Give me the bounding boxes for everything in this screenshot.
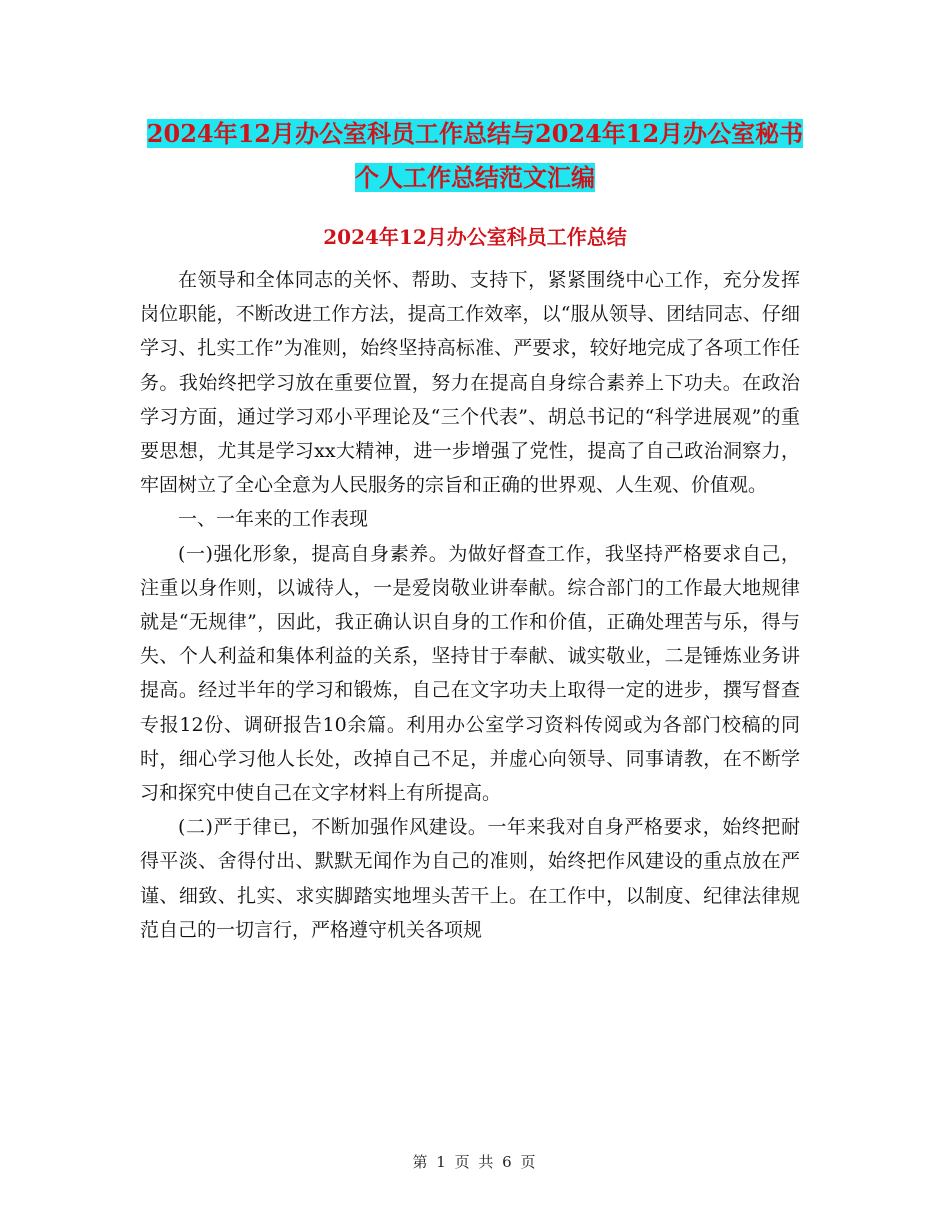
page-footer: 第 1 页 共 6 页 [412,1153,538,1171]
paragraph-intro: 在领导和全体同志的关怀、帮助、支持下，紧紧围绕中心工作，充分发挥岗位职能，不断改进工作方法，提高工作效率，以“服从领导、团结同志、仔细学习、扎实工作”为准则，始终坚持高标准、严要求，较好地完成了各项工作任务。我始终把学习放在重要位置，努力在提高自身综合素养上下功夫。在政治学习方面，通过学习邓小平理论及“三个代表”、胡总书记的“科学进展观”的重要思想，尤其是学习xx大精神，进一步增强了党性，提高了自己政治洞察力，牢固树立了全心全意为人民服务的宗旨和正确的世界观、人生观、价值观。 [140,269,800,497]
paragraph-heading-1: 一、一年来的工作表现 [178,508,369,531]
section-title: 2024年12月办公室科员工作总结 [323,225,627,249]
document-body [140,263,800,947]
document-title-highlight: 2024年12月办公室科员工作总结与2024年12月办公室秘书个人工作总结范文汇编 [146,119,804,192]
paragraph-2: (二)严于律已，不断加强作风建设。一年来我对自身严格要求，始终把耐得平淡、舍得付出、默默无闻作为自己的准则，始终把作风建设的重点放在严谨、细致、扎实、求实脚踏实地埋头苦干上。在工作中，以制度、纪律法律规范自己的一切言行，严格遵守机关各项规 [140,816,800,941]
document-title [140,112,810,200]
paragraph-1: (一)强化形象，提高自身素养。为做好督查工作，我坚持严格要求自己，注重以身作则，以诚待人，一是爱岗敬业讲奉献。综合部门的工作最大地规律就是“无规律”，因此，我正确认识自身的工作和价值，正确处理苦与乐，得与失、个人利益和集体利益的关系，坚持甘于奉献、诚实敬业，二是锤炼业务讲提高。经过半年的学习和锻炼，自己在文字功夫上取得一定的进步，撰写督查专报12份、调研报告10余篇。利用办公室学习资料传阅或为各部门校稿的同时，细心学习他人长处，改掉自己不足，并虚心向领导、同事请教，在不断学习和探究中使自己在文字材料上有所提高。 [140,542,800,805]
